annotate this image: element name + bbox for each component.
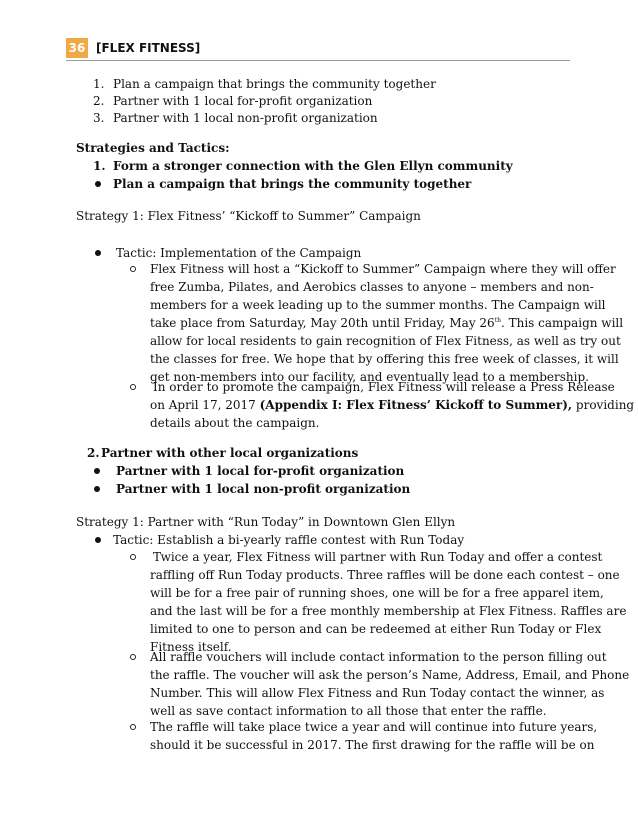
bullet-icon (95, 250, 101, 256)
page-header (66, 38, 570, 61)
text-line: allow for local residents to gain recognition of Flex Fitness, as well as try out (150, 334, 621, 348)
goal-item: Partner with 1 local for-profit organization (113, 94, 373, 108)
text-line: the classes for free. We hope that by offering this free week of classes, it will (150, 352, 619, 366)
text-line (150, 397, 634, 413)
circle-bullet-icon (130, 554, 136, 560)
goal-item: Partner with 1 local non-profit organization (113, 111, 378, 125)
objective-number: 2. (87, 446, 100, 460)
superscript: th (494, 317, 501, 324)
tactic-1: Tactic: Implementation of the Campaign (116, 246, 362, 260)
text-line: well as save contact information to all those that enter the raffle. (150, 704, 547, 718)
bullet-icon (95, 181, 101, 187)
objective-1-bullet: Plan a campaign that brings the community together (113, 177, 472, 191)
strategy-1-heading: Strategy 1: Flex Fitness’ “Kickoff to Summer” Campaign (76, 209, 421, 223)
text-line: All raffle vouchers will include contact information to the person filling out (150, 650, 607, 664)
header-title: [FLEX FITNESS] (96, 41, 201, 55)
text-line: members for a week leading up to the summer months. The Campaign will (150, 298, 606, 312)
text-line: Flex Fitness will host a “Kickoff to Summer” Campaign where they will offer (150, 262, 616, 276)
strategy-2-heading: Strategy 1: Partner with “Run Today” in Downtown Glen Ellyn (76, 515, 456, 529)
text-line: should it be successful in 2017. The first drawing for the raffle will be on (150, 738, 595, 752)
circle-bullet-icon (130, 654, 136, 660)
goal-number: 1. (93, 77, 105, 91)
circle-bullet-icon (130, 266, 136, 272)
page-number: 36 (66, 38, 88, 58)
text-line: raffling off Run Today products. Three raffles will be done each contest – one (150, 568, 620, 582)
strategies-heading: Strategies and Tactics: (76, 141, 230, 155)
text-line: Number. This will allow Flex Fitness and Run Today contact the winner, as (150, 686, 605, 700)
text-line: details about the campaign. (150, 416, 320, 430)
goal-number: 3. (93, 111, 105, 125)
text-line: the raffle. The voucher will ask the person’s Name, Address, Email, and Phone (150, 668, 630, 682)
objective-2-bullet: Partner with 1 local for-profit organization (116, 464, 405, 478)
text-line: and the last will be for a free monthly membership at Flex Fitness. Raffles are (150, 604, 627, 618)
appendix-reference: (Appendix I: Flex Fitness’ Kickoff to Summer), (259, 398, 573, 412)
goal-number: 2. (93, 94, 105, 108)
text-line (150, 315, 623, 331)
objective-2-bullet: Partner with 1 local non-profit organization (116, 482, 411, 496)
objective-1: Form a stronger connection with the Glen Ellyn community (113, 159, 513, 173)
text-span: take place from Saturday, May 20th until Friday, May 26 (150, 316, 495, 330)
text-span: providing (572, 398, 635, 412)
text-line: The raffle will take place twice a year and will continue into future years, (150, 720, 598, 734)
text-line: In order to promote the campaign, Flex Fitness will release a Press Release (153, 380, 615, 394)
text-line: Twice a year, Flex Fitness will partner with Run Today and offer a contest (153, 550, 603, 564)
objective-2: Partner with other local organizations (101, 446, 359, 460)
tactic-2: Tactic: Establish a bi-yearly raffle contest with Run Today (113, 533, 465, 547)
text-span: . This campaign will (500, 316, 624, 330)
text-span: on April 17, 2017 (150, 398, 260, 412)
goal-item: Plan a campaign that brings the community together (113, 77, 436, 91)
bullet-icon (95, 537, 101, 543)
circle-bullet-icon (130, 724, 136, 730)
text-line: will be for a free pair of running shoes, one will be for a free apparel item, (150, 586, 604, 600)
bullet-icon (94, 468, 100, 474)
text-line: Fitness itself. (150, 640, 232, 654)
circle-bullet-icon (130, 384, 136, 390)
objective-number: 1. (93, 159, 106, 173)
text-line: get non-members into our facility, and eventually lead to a membership. (150, 370, 589, 384)
bullet-icon (94, 486, 100, 492)
text-line: free Zumba, Pilates, and Aerobics classes to anyone – members and non- (150, 280, 594, 294)
text-line: limited to one to person and can be redeemed at either Run Today or Flex (150, 622, 602, 636)
